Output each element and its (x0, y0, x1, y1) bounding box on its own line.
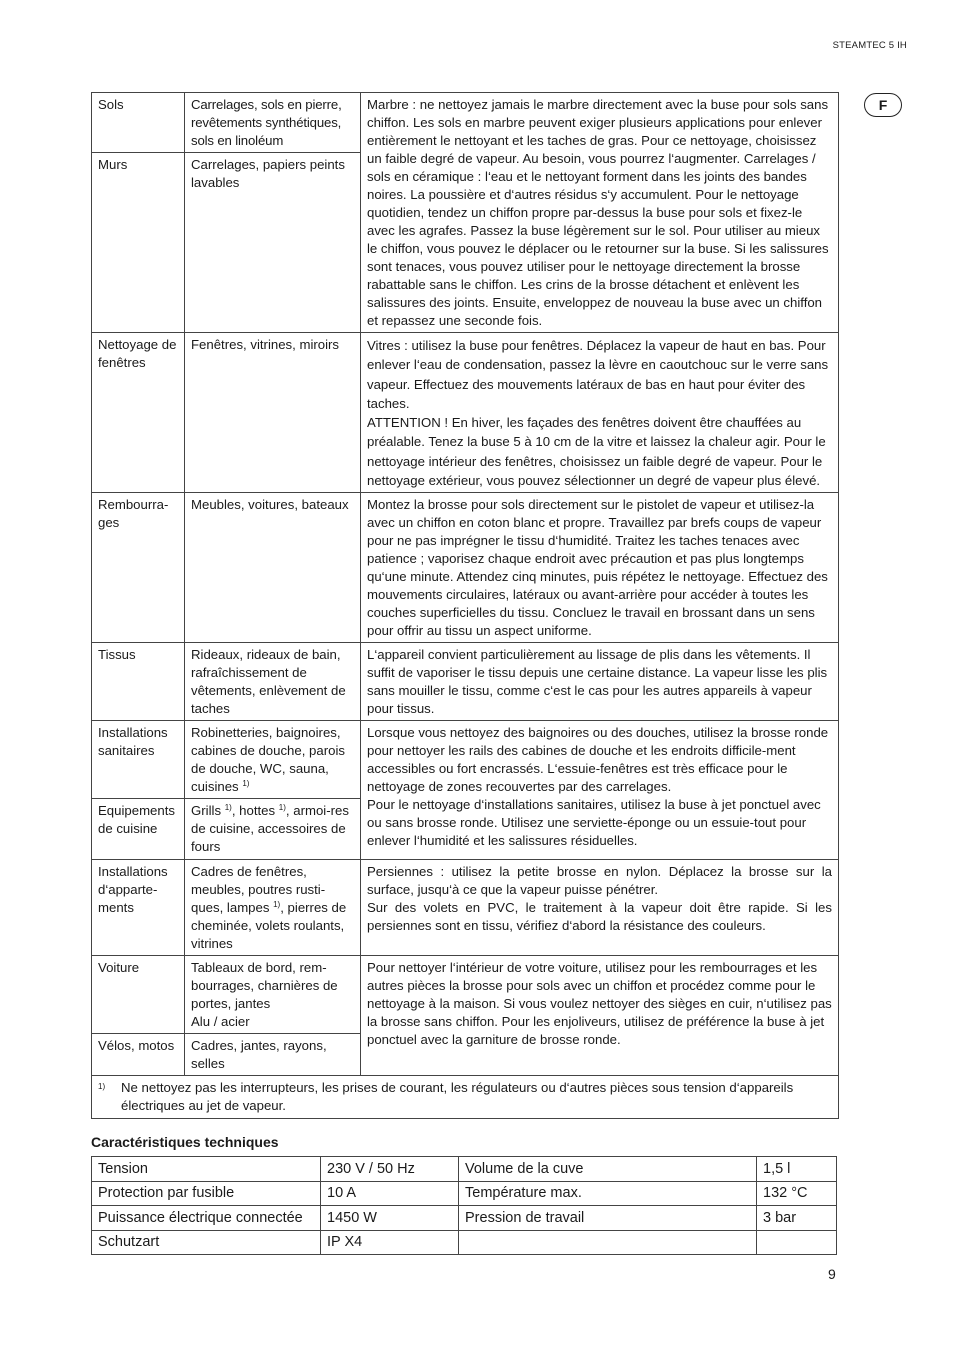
area-cell: Sols (92, 93, 185, 153)
surfaces-cell: Carrelages, sols en pierre, revêtements synthétiques, sols en linoléum (185, 93, 361, 153)
spec-label: Puissance électrique connectée (92, 1206, 321, 1231)
tip-paragraph: Lorsque vous nettoyez des baignoires ou des douches, utilisez la brosse ronde pour nettoyer les rails des cabines de douche et les endroits difficile-ment accessibles ou fort encrassés. L‘essuie-fenêtres est très efficace pour le nettoyage de zones recouvertes par des carrelages. (367, 725, 829, 795)
table-row (92, 333, 839, 493)
spec-label: Température max. (459, 1181, 757, 1206)
spec-label: Tension (92, 1157, 321, 1182)
surfaces-text: , armoi-res de cuisine, accessoires de fours (191, 803, 349, 855)
spec-value: 1,5 l (757, 1157, 837, 1182)
surfaces-text: , pierres de cheminée, volets roulants, vitrines (191, 900, 347, 952)
spec-label: Volume de la cuve (459, 1157, 757, 1182)
surfaces-text: Tableaux de bord, rem-bourrages, charnières de portes, jantes (191, 960, 338, 1012)
spec-value: IP X4 (321, 1230, 459, 1255)
footnote-row (92, 1076, 839, 1119)
language-badge: F (864, 93, 902, 117)
surfaces-text: Cadres de fenêtres, meubles, poutres rusti-ques, lampes (191, 864, 326, 916)
surfaces-cell (185, 799, 361, 860)
tip-paragraph: Persiennes : utilisez la petite brosse en nylon. Déplacez la brosse sur la surface, jusqu‘à ce que la vapeur puisse pénétrer. (367, 864, 832, 898)
surfaces-cell: Cadres, jantes, rayons, selles (185, 1034, 361, 1076)
surfaces-cell: Rideaux, rideaux de bain, rafraîchissement de vêtements, enlèvement de taches (185, 643, 361, 721)
page-number: 9 (828, 1266, 836, 1282)
table-row (92, 1157, 837, 1182)
surfaces-text: Alu / acier (191, 1014, 250, 1030)
tip-cell (361, 333, 839, 493)
area-cell: Vélos, motos (92, 1034, 185, 1076)
area-cell: Tissus (92, 643, 185, 721)
tip-paragraph: Sur des volets en PVC, le traitement à la vapeur doit être rapide. Si les persiennes sont en tissu, vérifiez d‘abord la résistance des couleurs. (367, 900, 832, 934)
surfaces-cell: Carrelages, papiers peints lavables (185, 153, 361, 333)
spec-value: 230 V / 50 Hz (321, 1157, 459, 1182)
document-model-header: STEAMTEC 5 IH (832, 40, 907, 51)
table-row (92, 956, 839, 1034)
footnote-reference: 1) (224, 803, 232, 813)
table-row (92, 721, 839, 799)
footnote-reference: 1) (278, 803, 286, 813)
spec-value: 10 A (321, 1181, 459, 1206)
tip-paragraph: Pour le nettoyage d‘installations sanitaires, utilisez la buse à jet ponctuel avec ou sans brosse ronde. Utilisez une serviette-éponge ou un essuie-tout pour enlever l‘humidité et les salissures résiduelles. (367, 797, 821, 849)
specs-title: Caractéristiques techniques (91, 1134, 279, 1150)
spec-label: Pression de travail (459, 1206, 757, 1231)
tip-cell: L‘appareil convient particulièrement au lissage de plis dans les vêtements. Il suffit de vaporiser le tissu depuis une certaine distance. La vapeur lisse les plis sans mouiller le tissu, comme c‘est le cas pour les autres appareils à vapeur pour tissus. (361, 643, 839, 721)
tip-cell: Marbre : ne nettoyez jamais le marbre directement avec la buse pour sols sans chiffon. Les sols en marbre peuvent exiger plusieurs applications pour enlever entièrement le nettoyant et les taches de gras. Pour ce nettoyage, choisissez un faible degré de vapeur. Au besoin, vous pourrez l‘augmenter. Carrelages / sols en céramique : l‘eau et le nettoyant forment dans les joints des bandes noires. La poussière et d‘autres résidus s‘y accumulent. Pour le nettoyage quotidien, tendez un chiffon propre par-dessus la buse pour sols et fixez-le avec les agrafes. Passez la buse légèrement sur le sol. Pour utiliser au mieux le chiffon, vous pouvez le déplacer ou le retourner sur la buse. Si les salissures sont tenaces, vous pouvez utiliser pour le nettoyage directement la brosse rabattable sans le chiffon. Les crins de la brosse détachent et enlèvent les salissures des joints. Ensuite, enveloppez de nouveau la buse avec un chiffon et repassez une seconde fois. (361, 93, 839, 333)
specs-table (91, 1156, 837, 1255)
surfaces-cell: Fenêtres, vitrines, miroirs (185, 333, 361, 493)
area-cell: Equipements de cuisine (92, 799, 185, 860)
surfaces-cell (185, 721, 361, 799)
tip-paragraph: Vitres : utilisez la buse pour fenêtres. Déplacez la vapeur de haut en bas. Pour enlever l‘eau de condensation, passez la lèvre en caoutchouc sur le verre sans vapeur. Effectuez des mouvements latéraux de bas en haut pour éviter des taches. (367, 338, 829, 411)
surfaces-text: , hottes (231, 803, 276, 819)
spec-label: Protection par fusible (92, 1181, 321, 1206)
area-cell: Nettoyage de fenêtres (92, 333, 185, 493)
spec-label: Schutzart (92, 1230, 321, 1255)
table-row (92, 93, 839, 153)
surfaces-cell: Meubles, voitures, bateaux (185, 493, 361, 643)
spec-value (757, 1230, 837, 1255)
footnote-reference: 1) (273, 900, 281, 910)
area-cell: Murs (92, 153, 185, 333)
footnote-marker: 1) (98, 1082, 106, 1092)
area-cell: Installations d‘apparte-ments (92, 860, 185, 956)
footnote-text: Ne nettoyez pas les interrupteurs, les prises de courant, les régulateurs ou d‘autres pièces sous tension d‘appareils électriques au jet de vapeur. (121, 1080, 794, 1114)
area-cell: Installations sanitaires (92, 721, 185, 799)
area-cell: Voiture (92, 956, 185, 1034)
footnote-cell (92, 1076, 839, 1119)
table-row (92, 1230, 837, 1255)
footnote-reference: 1) (242, 779, 250, 789)
table-row (92, 860, 839, 956)
surfaces-cell (185, 956, 361, 1034)
spec-value: 132 °C (757, 1181, 837, 1206)
tip-cell (361, 721, 839, 860)
tip-paragraph: ATTENTION ! En hiver, les façades des fenêtres doivent être chauffées au préalable. Tenez la buse 5 à 10 cm de la vitre et laissez la chaleur agir. Pour le nettoyage intérieur des fenêtres, choisissez un faible degré de vapeur. Pour le nettoyage extérieur, vous pouvez sélectionner un degré de vapeur plus élevé. (367, 415, 826, 489)
tip-cell: Montez la brosse pour sols directement sur le pistolet de vapeur et utilisez-la avec un chiffon en coton blanc et propre. Travaillez par brefs coups de vapeur pour ne pas imprégner le tissu d‘humidité. Traitez les taches tenaces avec patience ; vaporisez chaque endroit avec précaution et pas plus longtemps qu‘une minute. Attendez cinq minutes, puis répétez le nettoyage. Effectuez des mouvements circulaires, latéraux ou avant-arrière pour accéder à toutes les couches superficielles du tissu. Concluez le travail en brossant dans un sens pour offrir au tissu un aspect uniforme. (361, 493, 839, 643)
surfaces-cell (185, 860, 361, 956)
area-cell: Rembourra-ges (92, 493, 185, 643)
surfaces-text: Robinetteries, baignoires, cabines de douche, parois de douche, WC, sauna, cuisines (191, 725, 345, 795)
spec-value: 3 bar (757, 1206, 837, 1231)
tip-cell: Pour nettoyer l‘intérieur de votre voiture, utilisez pour les rembourrages et les autres pièces la brosse pour sols avec un chiffon et procédez comme pour le nettoyage à la maison. Si vous voulez nettoyer des sièges en cuir, n‘utilisez pas la brosse sans chiffon. Pour les enjoliveurs, utilisez de préférence la buse à jet ponctuel avec la garniture de brosse ronde. (361, 956, 839, 1076)
table-row (92, 643, 839, 721)
spec-value: 1450 W (321, 1206, 459, 1231)
surfaces-text: Grills (191, 803, 222, 819)
tip-cell (361, 860, 839, 956)
table-row (92, 493, 839, 643)
usage-table (91, 92, 839, 1119)
table-row (92, 1206, 837, 1231)
spec-label (459, 1230, 757, 1255)
table-row (92, 1181, 837, 1206)
